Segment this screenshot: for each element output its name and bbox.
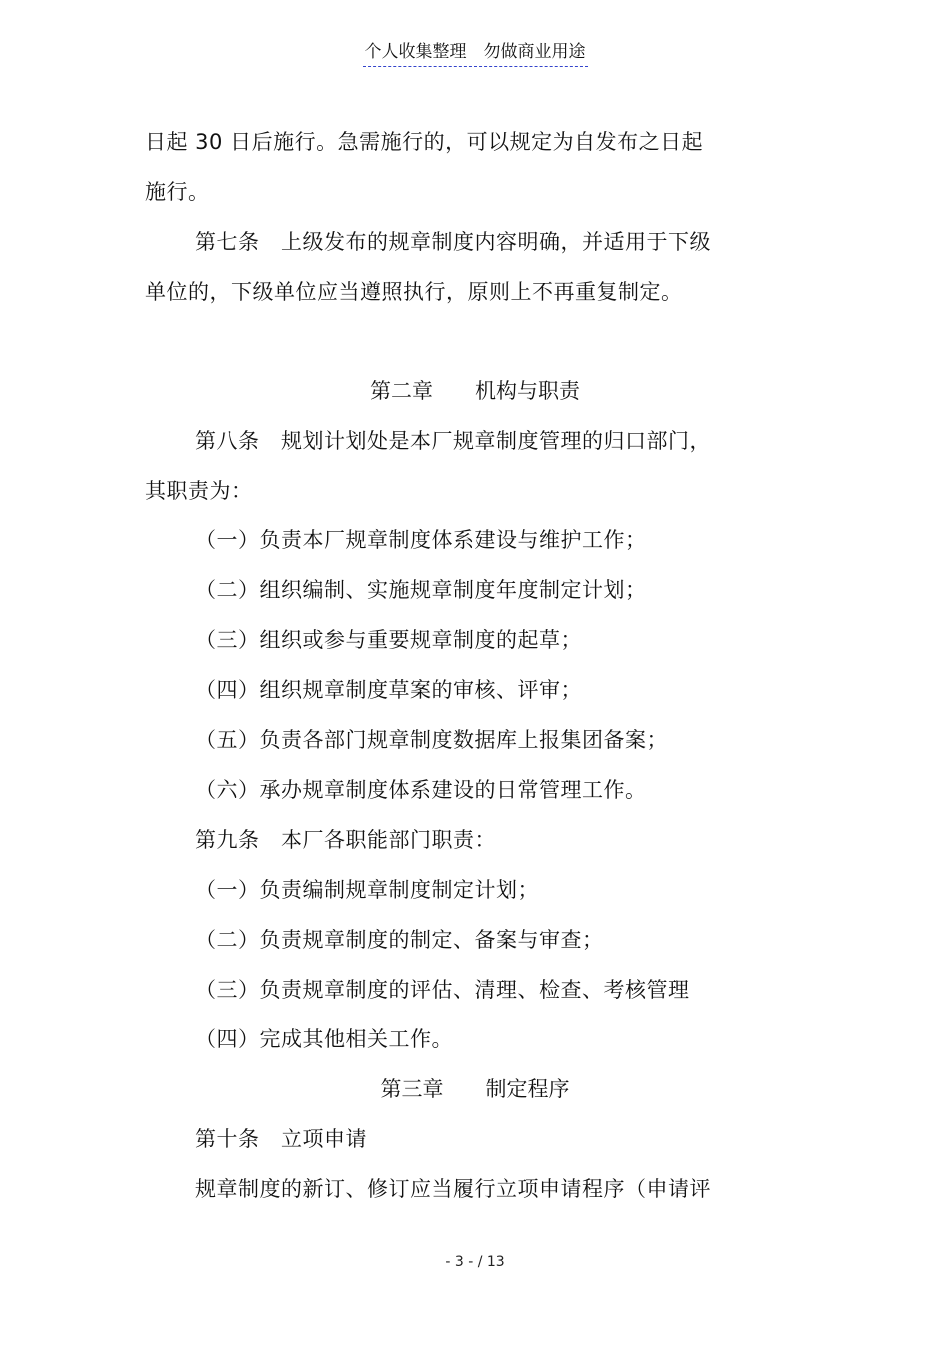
paragraph-line: 单位的，下级单位应当遵照执行，原则上不再重复制定。 bbox=[145, 280, 683, 304]
list-item: （四）完成其他相关工作。 bbox=[195, 1027, 453, 1051]
list-item: （六）承办规章制度体系建设的日常管理工作。 bbox=[195, 778, 647, 802]
list-item: （一）负责本厂规章制度体系建设与维护工作； bbox=[195, 528, 647, 552]
article-9-line: 第九条 本厂各职能部门职责： bbox=[195, 828, 496, 852]
paragraph-line: 日起 30 日后施行。急需施行的，可以规定为自发布之日起 bbox=[145, 130, 704, 154]
list-item: （一）负责编制规章制度制定计划； bbox=[195, 878, 539, 902]
list-item: （三）负责规章制度的评估、清理、检查、考核管理 bbox=[195, 978, 690, 1002]
article-8-line: 第八条 规划计划处是本厂规章制度管理的归口部门， bbox=[195, 429, 711, 453]
list-item: （二）负责规章制度的制定、备案与审查； bbox=[195, 928, 604, 952]
chapter-2-heading: 第二章 机构与职责 bbox=[370, 379, 580, 403]
page-header bbox=[0, 40, 950, 67]
chapter-3-heading: 第三章 制定程序 bbox=[380, 1077, 570, 1101]
paragraph-line: 施行。 bbox=[145, 180, 210, 204]
page-number: - 3 - / 13 bbox=[445, 1254, 505, 1270]
list-item: （三）组织或参与重要规章制度的起草； bbox=[195, 628, 582, 652]
list-item: （二）组织编制、实施规章制度年度制定计划； bbox=[195, 578, 647, 602]
list-item: （五）负责各部门规章制度数据库上报集团备案； bbox=[195, 728, 668, 752]
list-item: （四）组织规章制度草案的审核、评审； bbox=[195, 678, 582, 702]
header-text: 个人收集整理 勿做商业用途 bbox=[363, 40, 588, 67]
article-7-line: 第七条 上级发布的规章制度内容明确，并适用于下级 bbox=[195, 230, 711, 254]
paragraph-line: 其职责为： bbox=[145, 479, 253, 503]
article-10-line: 第十条 立项申请 bbox=[195, 1127, 367, 1151]
paragraph-line: 规章制度的新订、修订应当履行立项申请程序（申请评 bbox=[195, 1177, 711, 1201]
